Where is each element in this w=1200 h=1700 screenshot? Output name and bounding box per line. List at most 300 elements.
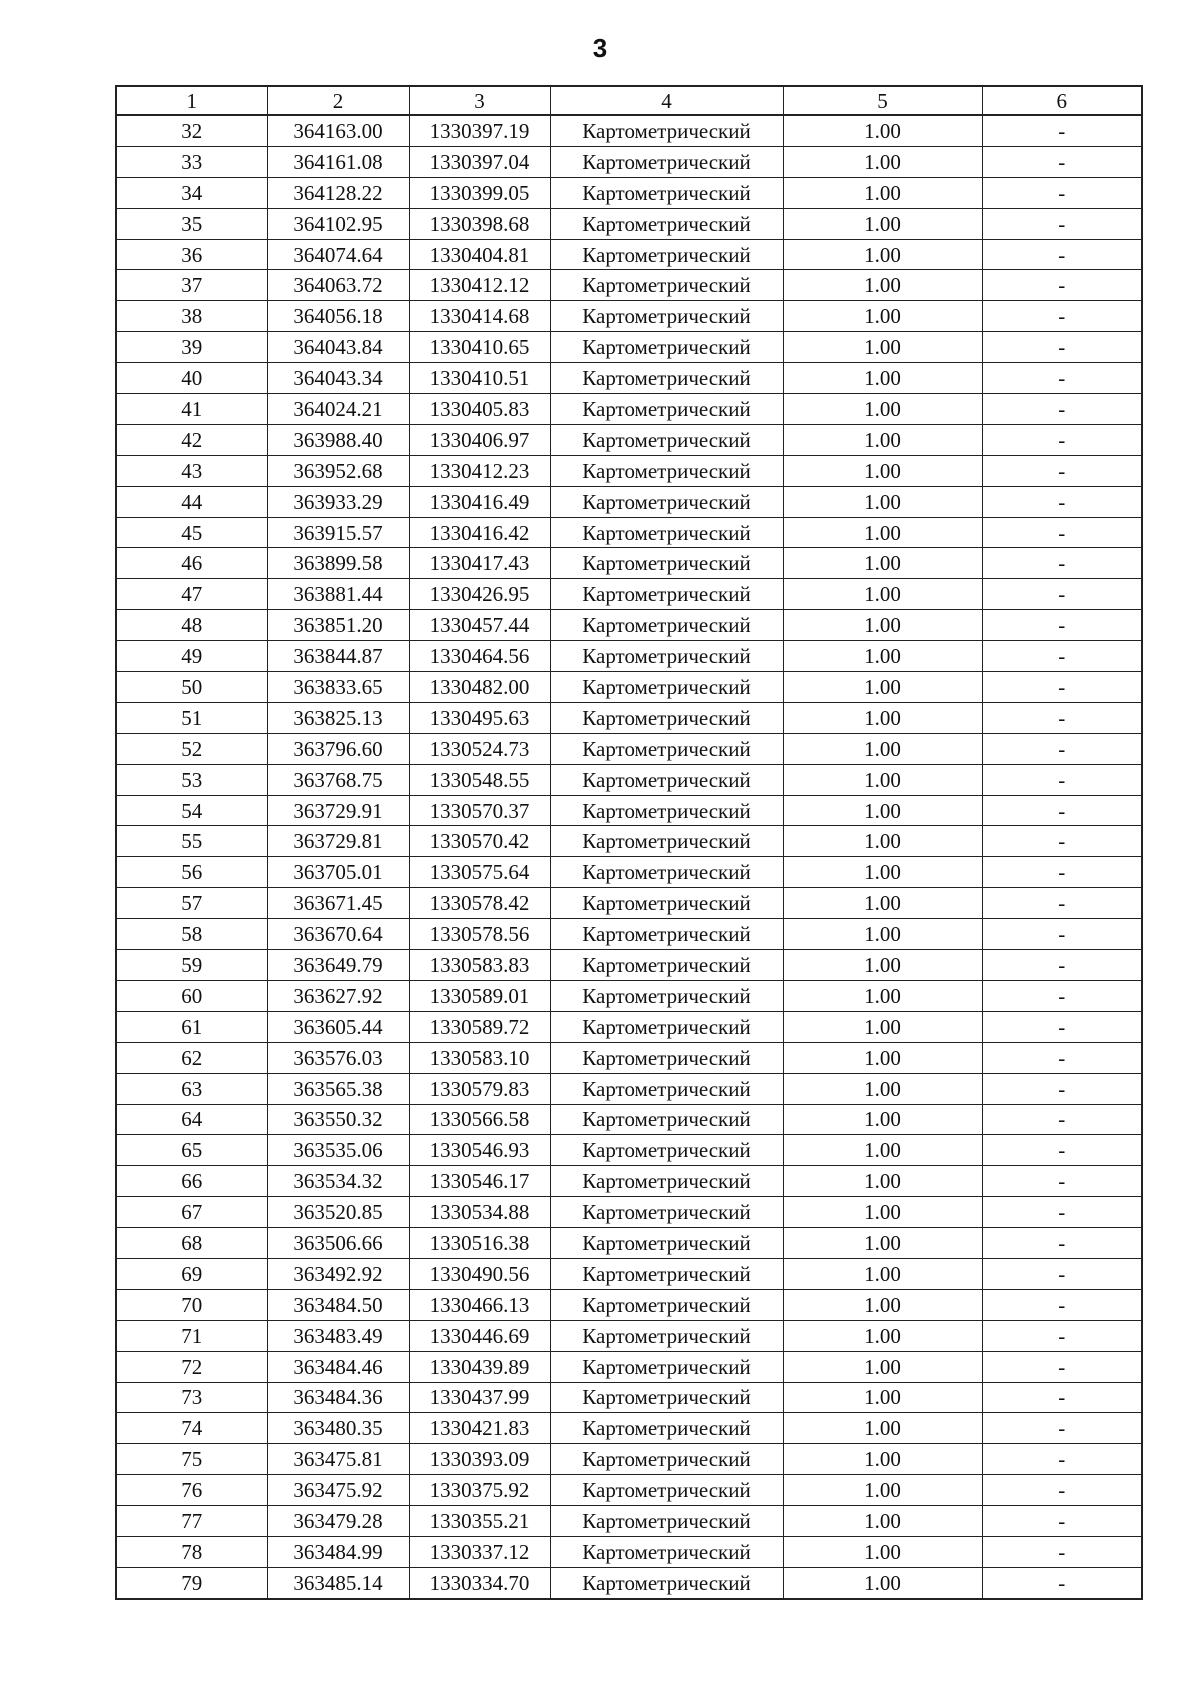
description-cell: - [982, 270, 1142, 301]
x-coordinate-cell: 363534.32 [267, 1166, 409, 1197]
description-cell: - [982, 919, 1142, 950]
description-cell: - [982, 888, 1142, 919]
x-coordinate-cell: 363933.29 [267, 486, 409, 517]
x-coordinate-cell: 363833.65 [267, 672, 409, 703]
description-cell: - [982, 363, 1142, 394]
x-coordinate-cell: 363915.57 [267, 517, 409, 548]
x-coordinate-cell: 363484.50 [267, 1289, 409, 1320]
table-row [116, 733, 1142, 764]
point-number-cell: 59 [116, 950, 267, 981]
method-cell: Картометрический [550, 919, 783, 950]
y-coordinate-cell: 1330446.69 [409, 1320, 550, 1351]
point-number-cell: 41 [116, 394, 267, 425]
method-cell: Картометрический [550, 1351, 783, 1382]
table-row [116, 270, 1142, 301]
point-number-cell: 78 [116, 1536, 267, 1567]
y-coordinate-cell: 1330412.23 [409, 455, 550, 486]
description-cell: - [982, 641, 1142, 672]
description-cell: - [982, 1382, 1142, 1413]
y-coordinate-cell: 1330421.83 [409, 1413, 550, 1444]
table-row [116, 1258, 1142, 1289]
method-cell: Картометрический [550, 239, 783, 270]
accuracy-cell: 1.00 [783, 579, 982, 610]
method-cell: Картометрический [550, 579, 783, 610]
table-row [116, 1228, 1142, 1259]
table-row [116, 1135, 1142, 1166]
x-coordinate-cell: 364161.08 [267, 146, 409, 177]
method-cell: Картометрический [550, 980, 783, 1011]
method-cell: Картометрический [550, 1567, 783, 1598]
method-cell: Картометрический [550, 1104, 783, 1135]
accuracy-cell: 1.00 [783, 1413, 982, 1444]
table-row [116, 1166, 1142, 1197]
x-coordinate-cell: 364163.00 [267, 115, 409, 146]
page-number: 3 [592, 33, 608, 63]
description-cell: - [982, 1228, 1142, 1259]
x-coordinate-cell: 363825.13 [267, 702, 409, 733]
y-coordinate-cell: 1330578.56 [409, 919, 550, 950]
x-coordinate-cell: 363796.60 [267, 733, 409, 764]
point-number-cell: 64 [116, 1104, 267, 1135]
description-cell: - [982, 517, 1142, 548]
table-row [116, 1197, 1142, 1228]
y-coordinate-cell: 1330546.17 [409, 1166, 550, 1197]
accuracy-cell: 1.00 [783, 1073, 982, 1104]
description-cell: - [982, 1104, 1142, 1135]
y-coordinate-cell: 1330397.04 [409, 146, 550, 177]
x-coordinate-cell: 363988.40 [267, 424, 409, 455]
x-coordinate-cell: 363550.32 [267, 1104, 409, 1135]
description-cell: - [982, 1320, 1142, 1351]
point-number-cell: 77 [116, 1506, 267, 1537]
y-coordinate-cell: 1330466.13 [409, 1289, 550, 1320]
x-coordinate-cell: 364074.64 [267, 239, 409, 270]
y-coordinate-cell: 1330334.70 [409, 1567, 550, 1598]
description-cell: - [982, 1475, 1142, 1506]
accuracy-cell: 1.00 [783, 486, 982, 517]
y-coordinate-cell: 1330417.43 [409, 548, 550, 579]
accuracy-cell: 1.00 [783, 270, 982, 301]
x-coordinate-cell: 363475.92 [267, 1475, 409, 1506]
description-cell: - [982, 301, 1142, 332]
accuracy-cell: 1.00 [783, 208, 982, 239]
point-number-cell: 42 [116, 424, 267, 455]
y-coordinate-cell: 1330524.73 [409, 733, 550, 764]
accuracy-cell: 1.00 [783, 1258, 982, 1289]
accuracy-cell: 1.00 [783, 548, 982, 579]
accuracy-cell: 1.00 [783, 888, 982, 919]
x-coordinate-cell: 363475.81 [267, 1444, 409, 1475]
y-coordinate-cell: 1330416.42 [409, 517, 550, 548]
description-cell: - [982, 177, 1142, 208]
x-coordinate-cell: 363484.46 [267, 1351, 409, 1382]
table-row [116, 1320, 1142, 1351]
accuracy-cell: 1.00 [783, 919, 982, 950]
accuracy-cell: 1.00 [783, 1351, 982, 1382]
description-cell: - [982, 702, 1142, 733]
table-row [116, 980, 1142, 1011]
x-coordinate-cell: 364043.84 [267, 332, 409, 363]
description-cell: - [982, 1166, 1142, 1197]
table-row [116, 177, 1142, 208]
method-cell: Картометрический [550, 363, 783, 394]
table-body [116, 115, 1142, 1599]
method-cell: Картометрический [550, 672, 783, 703]
point-number-cell: 37 [116, 270, 267, 301]
description-cell: - [982, 672, 1142, 703]
y-coordinate-cell: 1330393.09 [409, 1444, 550, 1475]
method-cell: Картометрический [550, 857, 783, 888]
table-row [116, 301, 1142, 332]
x-coordinate-cell: 363605.44 [267, 1011, 409, 1042]
y-coordinate-cell: 1330426.95 [409, 579, 550, 610]
x-coordinate-cell: 363480.35 [267, 1413, 409, 1444]
point-number-cell: 61 [116, 1011, 267, 1042]
y-coordinate-cell: 1330405.83 [409, 394, 550, 425]
point-number-cell: 72 [116, 1351, 267, 1382]
description-cell: - [982, 424, 1142, 455]
table-row [116, 1104, 1142, 1135]
accuracy-cell: 1.00 [783, 332, 982, 363]
y-coordinate-cell: 1330410.65 [409, 332, 550, 363]
x-coordinate-cell: 363485.14 [267, 1567, 409, 1598]
table-row [116, 1444, 1142, 1475]
accuracy-cell: 1.00 [783, 1011, 982, 1042]
point-number-cell: 67 [116, 1197, 267, 1228]
description-cell: - [982, 1444, 1142, 1475]
accuracy-cell: 1.00 [783, 239, 982, 270]
point-number-cell: 65 [116, 1135, 267, 1166]
x-coordinate-cell: 363671.45 [267, 888, 409, 919]
accuracy-cell: 1.00 [783, 1444, 982, 1475]
description-cell: - [982, 394, 1142, 425]
accuracy-cell: 1.00 [783, 1506, 982, 1537]
x-coordinate-cell: 363506.66 [267, 1228, 409, 1259]
table-row [116, 1351, 1142, 1382]
y-coordinate-cell: 1330490.56 [409, 1258, 550, 1289]
accuracy-cell: 1.00 [783, 1104, 982, 1135]
point-number-cell: 52 [116, 733, 267, 764]
description-cell: - [982, 1413, 1142, 1444]
point-number-cell: 36 [116, 239, 267, 270]
method-cell: Картометрический [550, 1073, 783, 1104]
description-cell: - [982, 1567, 1142, 1598]
y-coordinate-cell: 1330495.63 [409, 702, 550, 733]
description-cell: - [982, 950, 1142, 981]
point-number-cell: 75 [116, 1444, 267, 1475]
description-cell: - [982, 1197, 1142, 1228]
accuracy-cell: 1.00 [783, 950, 982, 981]
point-number-cell: 44 [116, 486, 267, 517]
x-coordinate-cell: 363729.81 [267, 826, 409, 857]
description-cell: - [982, 579, 1142, 610]
point-number-cell: 58 [116, 919, 267, 950]
description-cell: - [982, 1042, 1142, 1073]
point-number-cell: 66 [116, 1166, 267, 1197]
header-cell-6: 6 [982, 86, 1142, 115]
accuracy-cell: 1.00 [783, 1567, 982, 1598]
table-row [116, 1382, 1142, 1413]
method-cell: Картометрический [550, 1289, 783, 1320]
method-cell: Картометрический [550, 1011, 783, 1042]
method-cell: Картометрический [550, 764, 783, 795]
header-cell-4: 4 [550, 86, 783, 115]
y-coordinate-cell: 1330412.12 [409, 270, 550, 301]
y-coordinate-cell: 1330414.68 [409, 301, 550, 332]
accuracy-cell: 1.00 [783, 1166, 982, 1197]
point-number-cell: 47 [116, 579, 267, 610]
method-cell: Картометрический [550, 733, 783, 764]
x-coordinate-cell: 363851.20 [267, 610, 409, 641]
accuracy-cell: 1.00 [783, 301, 982, 332]
point-number-cell: 68 [116, 1228, 267, 1259]
description-cell: - [982, 1351, 1142, 1382]
x-coordinate-cell: 363479.28 [267, 1506, 409, 1537]
description-cell: - [982, 610, 1142, 641]
x-coordinate-cell: 363576.03 [267, 1042, 409, 1073]
method-cell: Картометрический [550, 1135, 783, 1166]
table-row [116, 1042, 1142, 1073]
point-number-cell: 55 [116, 826, 267, 857]
point-number-cell: 49 [116, 641, 267, 672]
y-coordinate-cell: 1330570.37 [409, 795, 550, 826]
table-row [116, 1475, 1142, 1506]
description-cell: - [982, 1258, 1142, 1289]
coordinates-table [115, 85, 1143, 1600]
accuracy-cell: 1.00 [783, 610, 982, 641]
accuracy-cell: 1.00 [783, 826, 982, 857]
point-number-cell: 73 [116, 1382, 267, 1413]
y-coordinate-cell: 1330416.49 [409, 486, 550, 517]
table-row [116, 702, 1142, 733]
y-coordinate-cell: 1330583.10 [409, 1042, 550, 1073]
table-row [116, 208, 1142, 239]
table-row [116, 1506, 1142, 1537]
accuracy-cell: 1.00 [783, 702, 982, 733]
x-coordinate-cell: 364128.22 [267, 177, 409, 208]
accuracy-cell: 1.00 [783, 1042, 982, 1073]
point-number-cell: 79 [116, 1567, 267, 1598]
accuracy-cell: 1.00 [783, 115, 982, 146]
y-coordinate-cell: 1330397.19 [409, 115, 550, 146]
accuracy-cell: 1.00 [783, 455, 982, 486]
description-cell: - [982, 1011, 1142, 1042]
y-coordinate-cell: 1330583.83 [409, 950, 550, 981]
y-coordinate-cell: 1330404.81 [409, 239, 550, 270]
method-cell: Картометрический [550, 1042, 783, 1073]
method-cell: Картометрический [550, 888, 783, 919]
method-cell: Картометрический [550, 548, 783, 579]
header-cell-5: 5 [783, 86, 982, 115]
method-cell: Картометрический [550, 486, 783, 517]
method-cell: Картометрический [550, 610, 783, 641]
x-coordinate-cell: 363899.58 [267, 548, 409, 579]
method-cell: Картометрический [550, 641, 783, 672]
x-coordinate-cell: 364102.95 [267, 208, 409, 239]
table-row [116, 424, 1142, 455]
x-coordinate-cell: 363768.75 [267, 764, 409, 795]
accuracy-cell: 1.00 [783, 146, 982, 177]
y-coordinate-cell: 1330398.68 [409, 208, 550, 239]
y-coordinate-cell: 1330546.93 [409, 1135, 550, 1166]
x-coordinate-cell: 363705.01 [267, 857, 409, 888]
description-cell: - [982, 1073, 1142, 1104]
y-coordinate-cell: 1330566.58 [409, 1104, 550, 1135]
y-coordinate-cell: 1330399.05 [409, 177, 550, 208]
table-row [116, 363, 1142, 394]
table-row [116, 239, 1142, 270]
point-number-cell: 39 [116, 332, 267, 363]
y-coordinate-cell: 1330375.92 [409, 1475, 550, 1506]
description-cell: - [982, 1289, 1142, 1320]
table-row [116, 610, 1142, 641]
point-number-cell: 63 [116, 1073, 267, 1104]
description-cell: - [982, 548, 1142, 579]
y-coordinate-cell: 1330516.38 [409, 1228, 550, 1259]
table-row [116, 1567, 1142, 1598]
point-number-cell: 51 [116, 702, 267, 733]
point-number-cell: 70 [116, 1289, 267, 1320]
table-row [116, 579, 1142, 610]
description-cell: - [982, 239, 1142, 270]
header-cell-1: 1 [116, 86, 267, 115]
y-coordinate-cell: 1330548.55 [409, 764, 550, 795]
method-cell: Картометрический [550, 177, 783, 208]
accuracy-cell: 1.00 [783, 394, 982, 425]
method-cell: Картометрический [550, 1382, 783, 1413]
x-coordinate-cell: 364063.72 [267, 270, 409, 301]
method-cell: Картометрический [550, 1258, 783, 1289]
method-cell: Картометрический [550, 115, 783, 146]
x-coordinate-cell: 363535.06 [267, 1135, 409, 1166]
y-coordinate-cell: 1330337.12 [409, 1536, 550, 1567]
accuracy-cell: 1.00 [783, 672, 982, 703]
table-row [116, 826, 1142, 857]
point-number-cell: 60 [116, 980, 267, 1011]
point-number-cell: 48 [116, 610, 267, 641]
table-header [116, 86, 1142, 115]
point-number-cell: 32 [116, 115, 267, 146]
method-cell: Картометрический [550, 332, 783, 363]
table-row [116, 146, 1142, 177]
point-number-cell: 69 [116, 1258, 267, 1289]
table-row [116, 795, 1142, 826]
table-row [116, 394, 1142, 425]
method-cell: Картометрический [550, 1536, 783, 1567]
x-coordinate-cell: 363484.99 [267, 1536, 409, 1567]
table-row [116, 1536, 1142, 1567]
method-cell: Картометрический [550, 1506, 783, 1537]
method-cell: Картометрический [550, 146, 783, 177]
description-cell: - [982, 733, 1142, 764]
y-coordinate-cell: 1330439.89 [409, 1351, 550, 1382]
point-number-cell: 62 [116, 1042, 267, 1073]
header-row [116, 86, 1142, 115]
description-cell: - [982, 208, 1142, 239]
accuracy-cell: 1.00 [783, 795, 982, 826]
x-coordinate-cell: 363844.87 [267, 641, 409, 672]
table-row [116, 455, 1142, 486]
accuracy-cell: 1.00 [783, 1135, 982, 1166]
accuracy-cell: 1.00 [783, 1228, 982, 1259]
x-coordinate-cell: 363492.92 [267, 1258, 409, 1289]
point-number-cell: 43 [116, 455, 267, 486]
accuracy-cell: 1.00 [783, 1536, 982, 1567]
description-cell: - [982, 486, 1142, 517]
method-cell: Картометрический [550, 1444, 783, 1475]
description-cell: - [982, 332, 1142, 363]
accuracy-cell: 1.00 [783, 1289, 982, 1320]
description-cell: - [982, 1135, 1142, 1166]
accuracy-cell: 1.00 [783, 1320, 982, 1351]
table-row [116, 1011, 1142, 1042]
description-cell: - [982, 1536, 1142, 1567]
point-number-cell: 53 [116, 764, 267, 795]
x-coordinate-cell: 363484.36 [267, 1382, 409, 1413]
x-coordinate-cell: 364056.18 [267, 301, 409, 332]
method-cell: Картометрический [550, 1228, 783, 1259]
table-row [116, 486, 1142, 517]
method-cell: Картометрический [550, 1475, 783, 1506]
point-number-cell: 34 [116, 177, 267, 208]
y-coordinate-cell: 1330575.64 [409, 857, 550, 888]
x-coordinate-cell: 363649.79 [267, 950, 409, 981]
accuracy-cell: 1.00 [783, 424, 982, 455]
x-coordinate-cell: 363952.68 [267, 455, 409, 486]
accuracy-cell: 1.00 [783, 857, 982, 888]
x-coordinate-cell: 364043.34 [267, 363, 409, 394]
method-cell: Картометрический [550, 208, 783, 239]
table-row [116, 1413, 1142, 1444]
x-coordinate-cell: 363483.49 [267, 1320, 409, 1351]
description-cell: - [982, 455, 1142, 486]
method-cell: Картометрический [550, 826, 783, 857]
method-cell: Картометрический [550, 795, 783, 826]
table-row [116, 517, 1142, 548]
y-coordinate-cell: 1330457.44 [409, 610, 550, 641]
y-coordinate-cell: 1330437.99 [409, 1382, 550, 1413]
table-row [116, 548, 1142, 579]
header-cell-3: 3 [409, 86, 550, 115]
y-coordinate-cell: 1330406.97 [409, 424, 550, 455]
table-row [116, 332, 1142, 363]
description-cell: - [982, 764, 1142, 795]
accuracy-cell: 1.00 [783, 177, 982, 208]
description-cell: - [982, 980, 1142, 1011]
x-coordinate-cell: 363627.92 [267, 980, 409, 1011]
point-number-cell: 46 [116, 548, 267, 579]
table-row [116, 857, 1142, 888]
point-number-cell: 38 [116, 301, 267, 332]
point-number-cell: 71 [116, 1320, 267, 1351]
y-coordinate-cell: 1330464.56 [409, 641, 550, 672]
x-coordinate-cell: 363565.38 [267, 1073, 409, 1104]
method-cell: Картометрический [550, 301, 783, 332]
y-coordinate-cell: 1330570.42 [409, 826, 550, 857]
accuracy-cell: 1.00 [783, 641, 982, 672]
method-cell: Картометрический [550, 394, 783, 425]
point-number-cell: 54 [116, 795, 267, 826]
accuracy-cell: 1.00 [783, 980, 982, 1011]
description-cell: - [982, 857, 1142, 888]
method-cell: Картометрический [550, 517, 783, 548]
description-cell: - [982, 826, 1142, 857]
table-row [116, 672, 1142, 703]
description-cell: - [982, 795, 1142, 826]
y-coordinate-cell: 1330579.83 [409, 1073, 550, 1104]
point-number-cell: 76 [116, 1475, 267, 1506]
method-cell: Картометрический [550, 270, 783, 301]
